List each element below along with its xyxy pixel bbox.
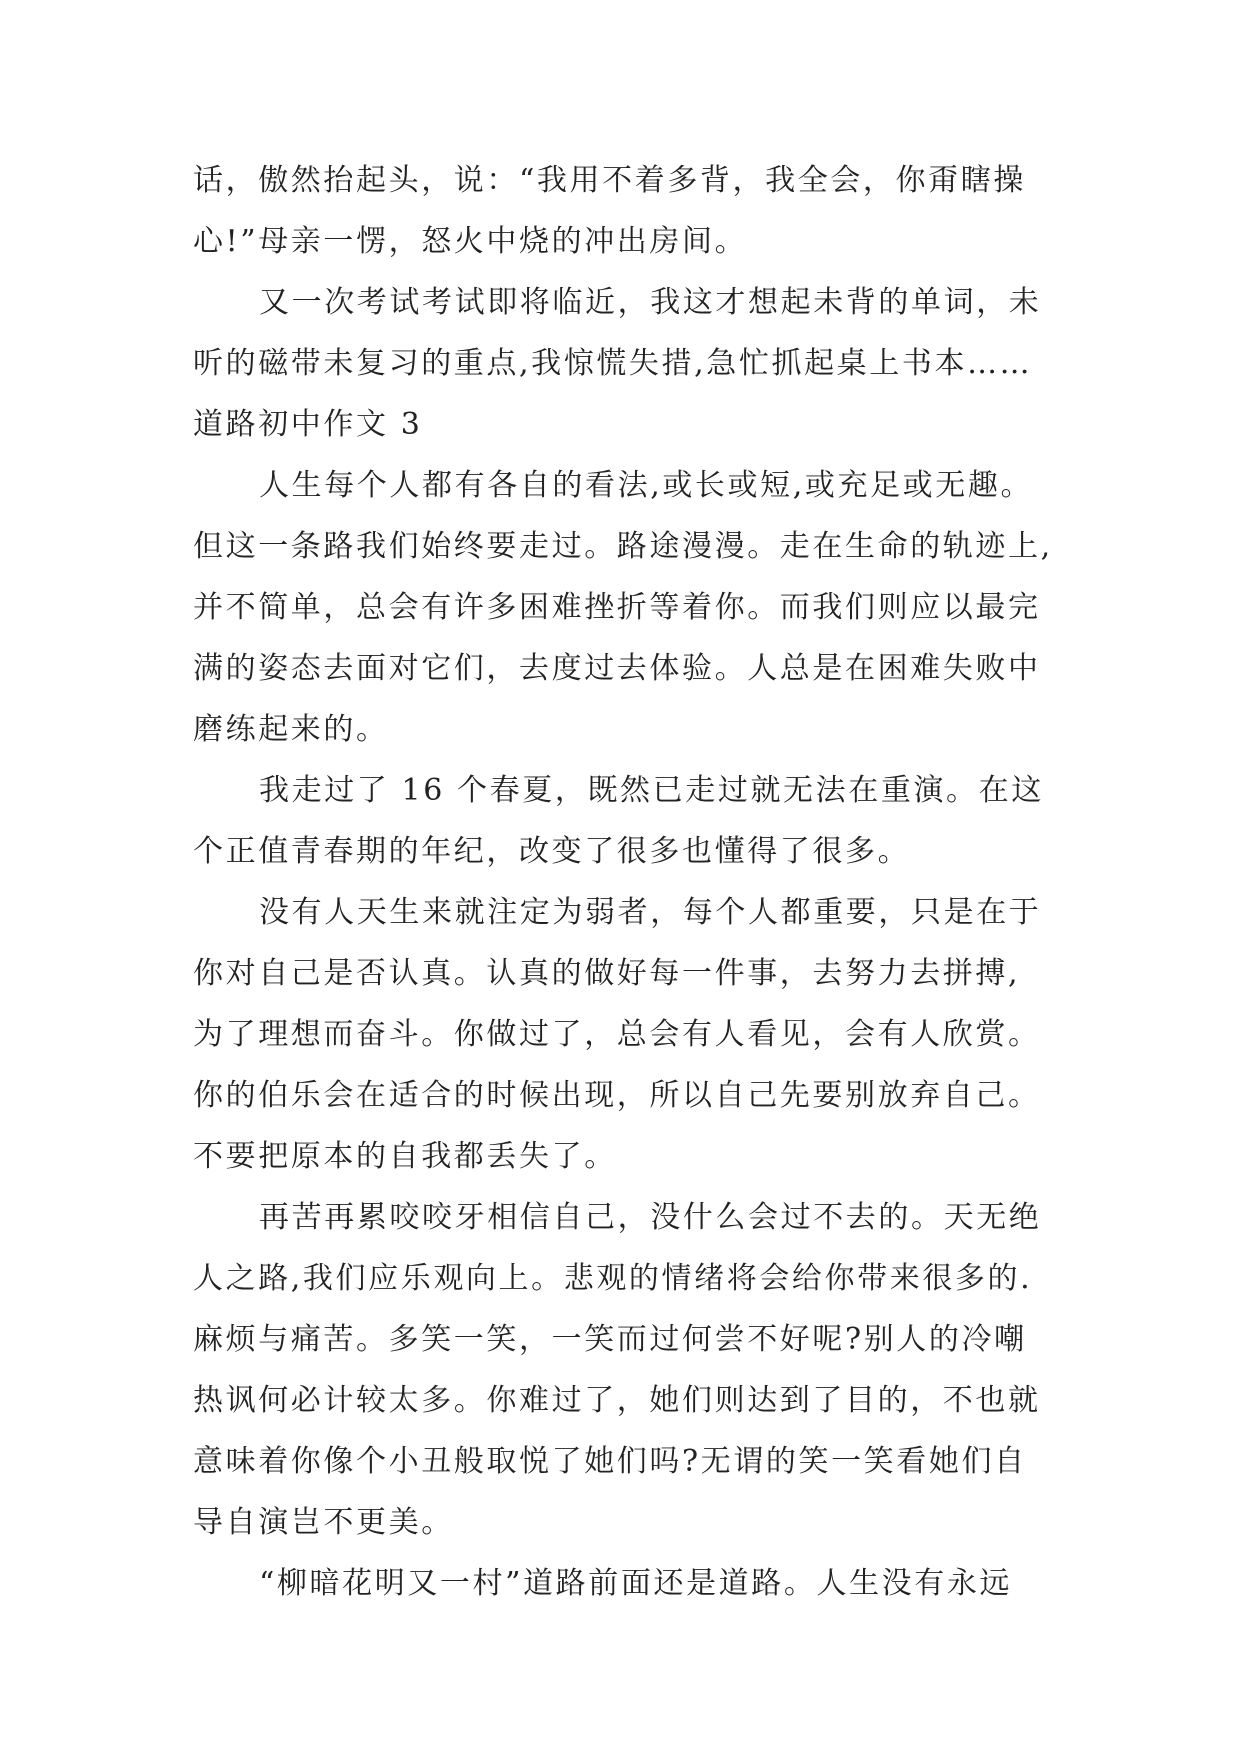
section-heading: 道路初中作文 3	[193, 407, 423, 442]
text-line: 听的磁带未复习的重点,我惊慌失措,急忙抓起桌上书本……	[193, 346, 1033, 381]
text-line: 为了理想而奋斗。你做过了，总会有人看见，会有人欣赏。	[193, 1017, 1041, 1052]
text-line: 人之路,我们应乐观向上。悲观的情绪将会给你带来很多的.	[193, 1261, 1033, 1296]
text-line: 但这一条路我们始终要走过。路途漫漫。走在生命的轨迹上,	[193, 529, 1053, 564]
text-line: 不要把原本的自我都丢失了。	[193, 1139, 617, 1174]
text-line: 又一次考试考试即将临近，我这才想起未背的单词，未	[259, 285, 1042, 320]
text-line: 磨练起来的。	[193, 712, 389, 747]
text-line: 我走过了 16 个春夏，既然已走过就无法在重演。在这	[259, 773, 1044, 808]
text-line: 再苦再累咬咬牙相信自己，没什么会过不去的。天无绝	[259, 1200, 1042, 1235]
text-line: 人生每个人都有各自的看法,或长或短,或充足或无趣。	[259, 468, 1034, 503]
text-line: 个正值青春期的年纪，改变了很多也懂得了很多。	[193, 834, 911, 869]
text-line: 你的伯乐会在适合的时候出现，所以自己先要别放弃自己。	[193, 1078, 1041, 1113]
text-line: “柳暗花明又一村”道路前面还是道路。人生没有永远	[259, 1566, 1013, 1601]
essay-text	[193, 150, 1063, 1614]
text-line: 导自演岂不更美。	[193, 1505, 454, 1540]
text-line: 心!”母亲一愣，怒火中烧的冲出房间。	[193, 224, 748, 259]
text-line: 没有人天生来就注定为弱者，每个人都重要，只是在于	[259, 895, 1042, 930]
text-line: 热讽何必计较太多。你难过了，她们则达到了目的，不也就	[193, 1383, 1041, 1418]
text-line: 并不简单，总会有许多困难挫折等着你。而我们则应以最完	[193, 590, 1041, 625]
text-line: 意味着你像个小丑般取悦了她们吗?无谓的笑一笑看她们自	[193, 1444, 1027, 1479]
text-line: 话，傲然抬起头，说：“我用不着多背，我全会，你甭瞎操	[193, 163, 1026, 198]
text-line: 你对自己是否认真。认真的做好每一件事，去努力去拼搏,	[193, 956, 1021, 991]
text-line: 满的姿态去面对它们，去度过去体验。人总是在困难失败中	[193, 651, 1041, 686]
text-line: 麻烦与痛苦。多笑一笑，一笑而过何尝不好呢?别人的冷嘲	[193, 1322, 1027, 1357]
